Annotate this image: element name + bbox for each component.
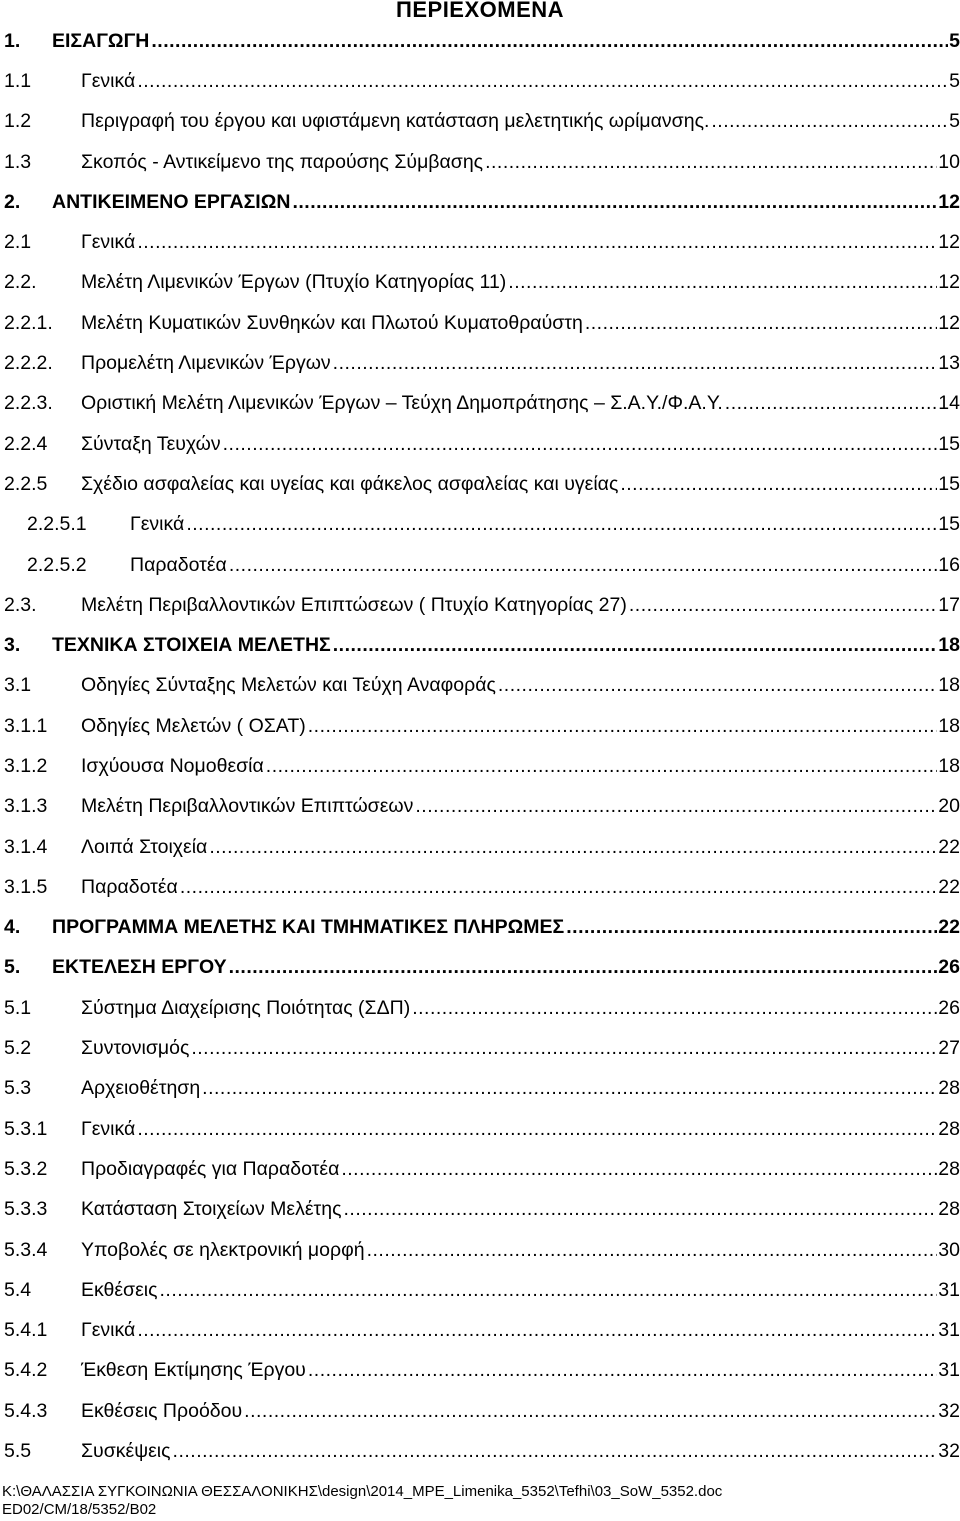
dot-leader xyxy=(137,1118,937,1141)
toc-entry-title: Κατάσταση Στοιχείων Μελέτης xyxy=(81,1198,342,1221)
toc-entry-page-number: 12 xyxy=(938,231,960,254)
toc-entry-page-number: 10 xyxy=(938,150,960,173)
toc-entry-title: Μελέτη Κυματικών Συνθηκών και Πλωτού Κυματοθραύστη xyxy=(81,311,583,334)
toc-entry-page-number: 22 xyxy=(938,835,960,858)
toc-entry-page-number: 12 xyxy=(938,311,960,334)
toc-entry[interactable] xyxy=(0,222,960,262)
toc-entry[interactable] xyxy=(0,61,960,101)
footer-file-path: K:\ΘΑΛΑΣΣΙΑ ΣΥΓΚΟΙΝΩΝΙΑ ΘΕΣΣΑΛΟΝΙΚΗΣ\design\2014_MPE_Limenika_5352\Tefhi\03_SoW_5352.doc xyxy=(2,1483,723,1500)
toc-entry-title: Εκθέσεις xyxy=(81,1278,158,1301)
toc-entry-title: Γενικά xyxy=(81,231,136,254)
dot-leader xyxy=(333,352,938,375)
toc-entry-page-number: 15 xyxy=(938,432,960,455)
dot-leader xyxy=(343,1198,937,1221)
toc-entry-title: Υποβολές σε ηλεκτρονική μορφή xyxy=(81,1238,365,1261)
dot-leader xyxy=(498,674,937,697)
toc-entry[interactable] xyxy=(0,1069,960,1109)
toc-entry[interactable] xyxy=(0,505,960,545)
toc-entry-number: 3. xyxy=(4,634,21,657)
toc-entry-title: Γενικά xyxy=(81,1117,136,1140)
toc-entry[interactable] xyxy=(0,787,960,827)
toc-entry-number: 2.2.2. xyxy=(4,352,53,375)
toc-entry-page-number: 14 xyxy=(938,392,960,415)
dot-leader xyxy=(160,1279,938,1302)
toc-entry[interactable] xyxy=(0,625,960,665)
toc-entry-title: Μελέτη Λιμενικών Έργων (Πτυχίο Κατηγορίας 11) xyxy=(81,271,507,294)
dot-leader xyxy=(137,70,948,93)
toc-entry-number: 2.1 xyxy=(4,231,32,254)
toc-entry-title: Γενικά xyxy=(81,69,136,92)
toc-entry-page-number: 16 xyxy=(938,553,960,576)
page-title: ΠΕΡΙΕΧΟΜΕΝΑ xyxy=(395,0,565,22)
dot-leader xyxy=(585,312,937,335)
toc-entry-title: Συσκέψεις xyxy=(81,1440,171,1463)
toc-entry[interactable] xyxy=(0,867,960,907)
toc-entry-page-number: 27 xyxy=(938,1037,960,1060)
dot-leader xyxy=(223,433,938,456)
dot-leader xyxy=(244,1400,937,1423)
toc-entry-number: 2.2.1. xyxy=(4,311,53,334)
toc-entry[interactable] xyxy=(0,585,960,625)
toc-entry-page-number: 31 xyxy=(938,1278,960,1301)
toc-entry-page-number: 22 xyxy=(938,916,960,939)
toc-entry-title: Οδηγίες Μελετών ( ΟΣΑΤ) xyxy=(81,714,306,737)
toc-entry[interactable] xyxy=(0,1109,960,1149)
toc-entry-page-number: 12 xyxy=(938,271,960,294)
toc-entry-number: 5.1 xyxy=(4,996,32,1019)
dot-leader xyxy=(711,110,948,133)
toc-entry-number: 5.3.4 xyxy=(4,1238,48,1261)
toc-entry-number: 1. xyxy=(4,29,21,52)
toc-entry-title: Παραδοτέα xyxy=(81,875,178,898)
toc-entry-title: Εκθέσεις Προόδου xyxy=(81,1399,243,1422)
dot-leader xyxy=(308,1359,937,1382)
toc-entry-number: 2.3. xyxy=(4,593,37,616)
toc-entry-title: Σύνταξη Τευχών xyxy=(81,432,221,455)
toc-entry[interactable] xyxy=(0,142,960,182)
toc-entry-page-number: 26 xyxy=(938,996,960,1019)
toc-entry-page-number: 28 xyxy=(938,1157,960,1180)
dot-leader xyxy=(173,1440,938,1463)
toc-entry-title: Οριστική Μελέτη Λιμενικών Έργων – Τεύχη Δημοπράτησης – Σ.Α.Υ./Φ.Α.Υ. xyxy=(81,392,723,415)
toc-entry-number: 5.3 xyxy=(4,1077,32,1100)
toc-entry-page-number: 22 xyxy=(938,875,960,898)
toc-entry-title: Λοιπά Στοιχεία xyxy=(81,835,208,858)
toc-entry[interactable] xyxy=(0,384,960,424)
dot-leader xyxy=(137,1319,937,1342)
toc-entry[interactable] xyxy=(0,988,960,1028)
toc-entry-title: Περιγραφή του έργου και υφιστάμενη κατάσταση μελετητικής ωρίμανσης. xyxy=(81,110,710,133)
dot-leader xyxy=(566,916,937,939)
toc-entry-title: Μελέτη Περιβαλλοντικών Επιπτώσεων ( Πτυχίο Κατηγορίας 27) xyxy=(81,593,627,616)
toc-entry-page-number: 18 xyxy=(938,634,960,657)
dot-leader xyxy=(341,1158,937,1181)
dot-leader xyxy=(229,554,937,577)
toc-entry[interactable] xyxy=(0,182,960,222)
toc-entry[interactable] xyxy=(0,102,960,142)
toc-entry[interactable] xyxy=(0,343,960,383)
toc-entry-number: 4. xyxy=(4,916,21,939)
toc-entry-number: 3.1.5 xyxy=(4,875,48,898)
toc-entry-number: 5.3.3 xyxy=(4,1198,48,1221)
toc-entry[interactable] xyxy=(0,303,960,343)
dot-leader xyxy=(629,594,937,617)
toc-entry-page-number: 5 xyxy=(949,110,960,133)
toc-entry[interactable] xyxy=(0,666,960,706)
toc-entry-page-number: 15 xyxy=(938,513,960,536)
toc-entry-page-number: 28 xyxy=(938,1117,960,1140)
toc-entry[interactable] xyxy=(0,1351,960,1391)
toc-entry[interactable] xyxy=(0,706,960,746)
toc-entry[interactable] xyxy=(0,1431,960,1471)
toc-entry[interactable] xyxy=(0,21,960,61)
dot-leader xyxy=(137,231,937,254)
toc-entry-title: Προμελέτη Λιμενικών Έργων xyxy=(81,352,331,375)
toc-entry-title: Μελέτη Περιβαλλοντικών Επιπτώσεων xyxy=(81,795,414,818)
toc-entry-title: Έκθεση Εκτίμησης Έργου xyxy=(81,1359,306,1382)
toc-entry-page-number: 15 xyxy=(938,472,960,495)
toc-entry[interactable] xyxy=(0,424,960,464)
toc-entry-title: Σκοπός - Αντικείμενο της παρούσης Σύμβασης xyxy=(81,150,484,173)
dot-leader xyxy=(180,876,937,899)
dot-leader xyxy=(292,191,937,214)
toc-entry-page-number: 5 xyxy=(949,69,960,92)
toc-entry[interactable] xyxy=(0,908,960,948)
toc-entry[interactable] xyxy=(0,545,960,585)
dot-leader xyxy=(412,997,937,1020)
toc-entry-number: 2.2. xyxy=(4,271,37,294)
toc-entry-number: 3.1 xyxy=(4,674,32,697)
toc-entry-number: 5.4 xyxy=(4,1278,32,1301)
toc-entry-page-number: 20 xyxy=(938,795,960,818)
toc-entry-number: 5.3.2 xyxy=(4,1157,48,1180)
toc-entry[interactable] xyxy=(0,1230,960,1270)
dot-leader xyxy=(415,795,937,818)
toc-entry-title: Γενικά xyxy=(81,1319,136,1342)
toc-entry-number: 2.2.5.2 xyxy=(27,553,87,576)
toc-entry-title: Ισχύουσα Νομοθεσία xyxy=(81,754,264,777)
toc-entry-page-number: 13 xyxy=(938,352,960,375)
toc-entry-number: 1.3 xyxy=(4,150,32,173)
toc-entry-page-number: 5 xyxy=(949,29,960,52)
toc-entry-number: 5.4.3 xyxy=(4,1399,48,1422)
toc-entry-title: Προδιαγραφές για Παραδοτέα xyxy=(81,1157,340,1180)
toc-entry-page-number: 26 xyxy=(938,956,960,979)
toc-entry-page-number: 31 xyxy=(938,1359,960,1382)
dot-leader xyxy=(485,151,937,174)
toc-entry-page-number: 31 xyxy=(938,1319,960,1342)
toc-entry-page-number: 18 xyxy=(938,674,960,697)
toc-entry-number: 5.2 xyxy=(4,1037,32,1060)
toc-entry[interactable] xyxy=(0,1391,960,1431)
toc-entry-title: ΤΕΧΝΙΚΑ ΣΤΟΙΧΕΙΑ ΜΕΛΕΤΗΣ xyxy=(52,634,331,657)
toc-entry-title: Οδηγίες Σύνταξης Μελετών και Τεύχη Αναφοράς xyxy=(81,674,496,697)
dot-leader xyxy=(266,755,938,778)
toc-entry-title: Συντονισμός xyxy=(81,1037,190,1060)
toc-entry-number: 3.1.3 xyxy=(4,795,48,818)
dot-leader xyxy=(191,1037,937,1060)
toc-entry-number: 3.1.1 xyxy=(4,714,48,737)
dot-leader xyxy=(308,715,938,738)
table-of-contents xyxy=(0,21,960,1472)
toc-entry[interactable] xyxy=(0,1190,960,1230)
toc-entry-number: 5.5 xyxy=(4,1440,32,1463)
dot-leader xyxy=(229,956,938,979)
toc-entry-page-number: 18 xyxy=(938,754,960,777)
toc-entry-number: 1.2 xyxy=(4,110,32,133)
toc-entry-number: 3.1.2 xyxy=(4,754,48,777)
toc-entry-title: ΑΝΤΙΚΕΙΜΕΝΟ ΕΡΓΑΣΙΩΝ xyxy=(52,190,291,213)
toc-entry-number: 2.2.4 xyxy=(4,432,48,455)
toc-entry-page-number: 32 xyxy=(938,1399,960,1422)
toc-entry-title: ΕΚΤΕΛΕΣΗ ΕΡΓΟΥ xyxy=(52,956,227,979)
toc-entry-page-number: 17 xyxy=(938,593,960,616)
toc-entry-page-number: 32 xyxy=(938,1440,960,1463)
toc-entry-number: 3.1.4 xyxy=(4,835,48,858)
dot-leader xyxy=(202,1077,937,1100)
toc-entry-number: 5.4.2 xyxy=(4,1359,48,1382)
toc-entry-title: Γενικά xyxy=(130,513,185,536)
toc-entry-page-number: 12 xyxy=(938,190,960,213)
toc-entry-number: 2.2.5 xyxy=(4,472,48,495)
dot-leader xyxy=(186,513,937,536)
toc-entry-page-number: 28 xyxy=(938,1198,960,1221)
toc-entry[interactable] xyxy=(0,263,960,303)
toc-entry-page-number: 18 xyxy=(938,714,960,737)
toc-entry-page-number: 30 xyxy=(938,1238,960,1261)
toc-entry-title: Αρχειοθέτηση xyxy=(81,1077,201,1100)
toc-entry-number: 5.4.1 xyxy=(4,1319,48,1342)
toc-entry-number: 1.1 xyxy=(4,69,32,92)
dot-leader xyxy=(367,1239,938,1262)
toc-entry-title: ΠΡΟΓΡΑΜΜΑ ΜΕΛΕΤΗΣ ΚΑΙ ΤΜΗΜΑΤΙΚΕΣ ΠΛΗΡΩΜΕΣ xyxy=(52,916,565,939)
dot-leader xyxy=(209,836,937,859)
footer-document-code: ED02/CM/18/5352/B02 xyxy=(2,1501,157,1518)
toc-entry-title: ΕΙΣΑΓΩΓΗ xyxy=(52,29,150,52)
toc-entry[interactable] xyxy=(0,464,960,504)
toc-entry[interactable] xyxy=(0,1028,960,1068)
toc-entry-title: Σχέδιο ασφαλείας και υγείας και φάκελος ασφαλείας και υγείας xyxy=(81,472,619,495)
toc-entry-page-number: 28 xyxy=(938,1077,960,1100)
document-footer xyxy=(2,1483,722,1519)
toc-entry-title: Παραδοτέα xyxy=(130,553,227,576)
toc-entry-number: 2.2.5.1 xyxy=(27,513,87,536)
toc-entry[interactable] xyxy=(0,1149,960,1189)
dot-leader xyxy=(620,473,937,496)
toc-entry[interactable] xyxy=(0,1270,960,1310)
toc-entry[interactable] xyxy=(0,948,960,988)
toc-entry[interactable] xyxy=(0,746,960,786)
toc-entry-number: 2. xyxy=(4,190,21,213)
dot-leader xyxy=(725,392,938,415)
toc-entry-number: 2.2.3. xyxy=(4,392,53,415)
toc-entry-title: Σύστημα Διαχείρισης Ποιότητας (ΣΔΠ) xyxy=(81,996,411,1019)
toc-entry-number: 5. xyxy=(4,956,21,979)
dot-leader xyxy=(508,271,937,294)
dot-leader xyxy=(333,634,938,657)
toc-entry[interactable] xyxy=(0,827,960,867)
toc-entry-number: 5.3.1 xyxy=(4,1117,48,1140)
toc-entry[interactable] xyxy=(0,1311,960,1351)
dot-leader xyxy=(151,30,948,53)
